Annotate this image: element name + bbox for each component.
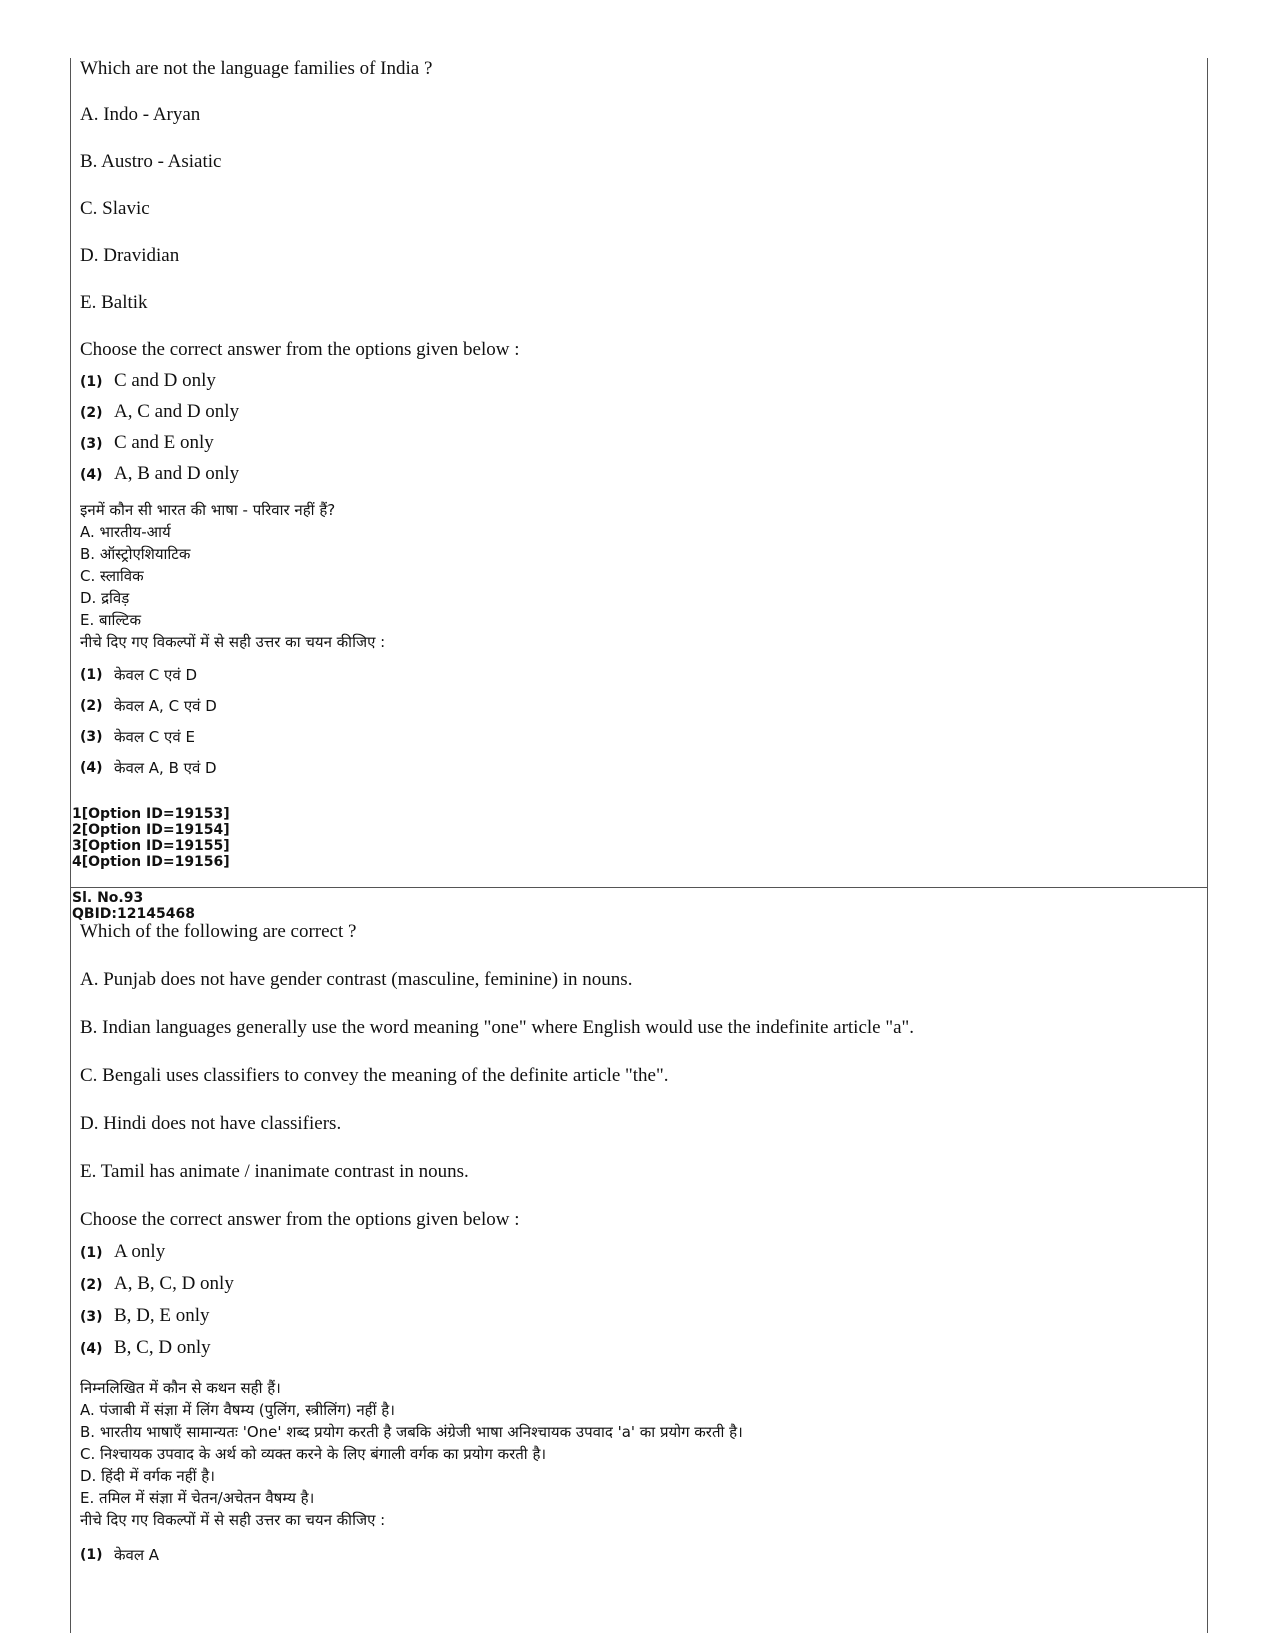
option-number: (3)	[80, 436, 103, 452]
option-id: 2[Option ID=19154]	[72, 822, 230, 838]
option-number: (3)	[80, 729, 103, 745]
option-id: 4[Option ID=19156]	[72, 854, 230, 870]
question-text-hi: निम्नलिखित में कौन से कथन सही हैं।	[80, 1379, 281, 1397]
statement-e-hi: E. बाल्टिक	[80, 611, 141, 629]
option-text-en: A, B and D only	[114, 463, 240, 484]
option-number: (1)	[80, 1245, 103, 1261]
option-number: (4)	[80, 467, 103, 483]
option-text-en: A, B, C, D only	[114, 1273, 234, 1294]
option-number: (2)	[80, 1277, 103, 1293]
statement-b-hi: B. भारतीय भाषाएँ सामान्यतः 'One' शब्द प्रयोग करती है जबकि अंग्रेजी भाषा अनिश्चायक उपवाद 'a' का प्रयोग करती है।	[80, 1423, 743, 1441]
question-text-en: Which of the following are correct ?	[80, 921, 357, 942]
statement-e-en: E. Tamil has animate / inanimate contrast in nouns.	[80, 1161, 469, 1182]
option-text-hi: केवल C एवं D	[114, 666, 197, 684]
option-text-en: B, D, E only	[114, 1305, 210, 1326]
statement-d-en: D. Hindi does not have classifiers.	[80, 1113, 342, 1134]
option-id: 1[Option ID=19153]	[72, 806, 230, 822]
choose-instruction-en: Choose the correct answer from the options given below :	[80, 1209, 520, 1230]
statement-c-en: C. Bengali uses classifiers to convey the meaning of the definite article "the".	[80, 1065, 669, 1086]
qbid: QBID:12145468	[72, 906, 195, 922]
option-number: (4)	[80, 1341, 103, 1357]
option-text-hi: केवल A, C एवं D	[114, 697, 217, 715]
option-number: (1)	[80, 374, 103, 390]
option-number: (4)	[80, 760, 103, 776]
page-border-left	[70, 58, 71, 1633]
statement-c-en: C. Slavic	[80, 198, 150, 219]
question-text-hi: इनमें कौन सी भारत की भाषा - परिवार नहीं हैं?	[80, 501, 336, 519]
serial-number: Sl. No.93	[72, 890, 144, 906]
statement-a-en: A. Punjab does not have gender contrast (masculine, feminine) in nouns.	[80, 969, 633, 990]
choose-instruction-en: Choose the correct answer from the options given below :	[80, 339, 520, 360]
statement-e-hi: E. तमिल में संज्ञा में चेतन/अचेतन वैषम्य है।	[80, 1489, 315, 1507]
statement-a-en: A. Indo - Aryan	[80, 104, 201, 125]
statement-e-en: E. Baltik	[80, 292, 148, 313]
statement-a-hi: A. भारतीय-आर्य	[80, 523, 171, 541]
option-text-hi: केवल C एवं E	[114, 728, 195, 746]
option-number: (2)	[80, 405, 103, 421]
statement-d-hi: D. द्रविड़	[80, 589, 130, 607]
option-number: (1)	[80, 667, 103, 683]
option-text-hi: केवल A	[114, 1546, 160, 1564]
statement-b-en: B. Indian languages generally use the word meaning "one" where English would use the indefinite article "a".	[80, 1017, 915, 1038]
option-text-en: A, C and D only	[114, 401, 240, 422]
option-number: (1)	[80, 1547, 103, 1563]
option-number: (2)	[80, 698, 103, 714]
option-text-en: C and E only	[114, 432, 214, 453]
option-text-hi: केवल A, B एवं D	[114, 759, 217, 777]
statement-b-hi: B. ऑस्ट्रोएशियाटिक	[80, 545, 191, 563]
choose-instruction-hi: नीचे दिए गए विकल्पों में से सही उत्तर का चयन कीजिए :	[80, 633, 386, 651]
statement-d-hi: D. हिंदी में वर्गक नहीं है।	[80, 1467, 215, 1485]
option-number: (3)	[80, 1309, 103, 1325]
option-text-en: C and D only	[114, 370, 216, 391]
statement-b-en: B. Austro - Asiatic	[80, 151, 222, 172]
choose-instruction-hi: नीचे दिए गए विकल्पों में से सही उत्तर का चयन कीजिए :	[80, 1511, 386, 1529]
question-text-en: Which are not the language families of India ?	[80, 58, 433, 79]
statement-c-hi: C. स्लाविक	[80, 567, 144, 585]
statement-d-en: D. Dravidian	[80, 245, 180, 266]
page-border-right	[1207, 58, 1208, 1633]
option-text-en: B, C, D only	[114, 1337, 211, 1358]
statement-a-hi: A. पंजाबी में संज्ञा में लिंग वैषम्य (पुलिंग, स्त्रीलिंग) नहीं है।	[80, 1401, 395, 1419]
option-id: 3[Option ID=19155]	[72, 838, 230, 854]
option-text-en: A only	[114, 1241, 166, 1262]
statement-c-hi: C. निश्चायक उपवाद के अर्थ को व्यक्त करने के लिए बंगाली वर्गक का प्रयोग करती है।	[80, 1445, 547, 1463]
question-divider	[70, 887, 1208, 888]
